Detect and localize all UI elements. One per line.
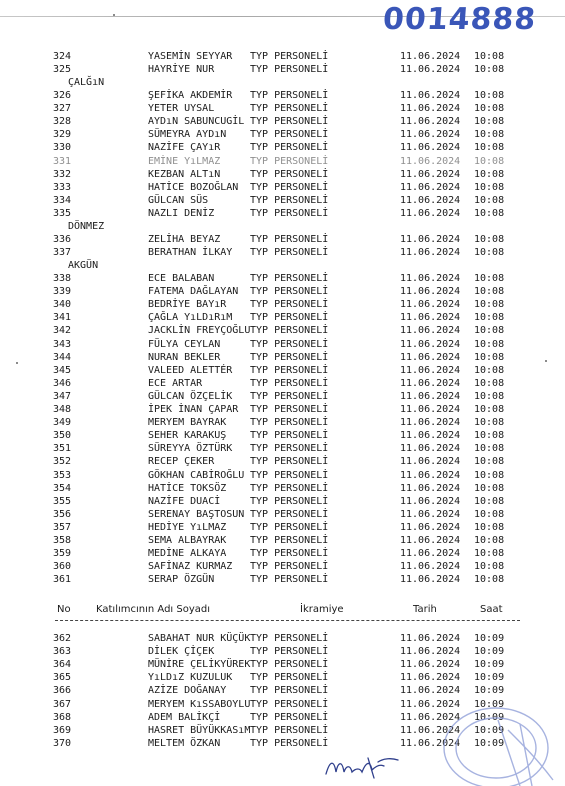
participant-name: SEHER KARAKUŞ <box>148 430 227 442</box>
bonus-type: TYP PERSONELİ <box>250 430 329 442</box>
participant-name: NAZLI DENİZ <box>148 207 215 219</box>
row-date: 11.06.2024 <box>400 724 461 736</box>
row-date: 11.06.2024 <box>400 90 461 101</box>
row-date: 11.06.2024 <box>400 561 461 573</box>
header-role: İkramiye <box>300 604 344 615</box>
row-date: 11.06.2024 <box>400 51 461 62</box>
row-time: 10:08 <box>474 116 505 128</box>
row-number: 331 <box>53 155 72 167</box>
row-number: 369 <box>53 724 72 736</box>
row-number: 350 <box>53 430 72 442</box>
bonus-type: TYP PERSONELİ <box>250 207 329 219</box>
bonus-type: TYP PERSONELİ <box>250 698 329 710</box>
row-time: 10:08 <box>474 129 505 141</box>
participant-name: İPEK İNAN ÇAPAR <box>148 404 239 415</box>
row-number: 328 <box>53 116 72 128</box>
row-date: 11.06.2024 <box>400 247 461 259</box>
bonus-type: TYP PERSONELİ <box>250 299 329 311</box>
bonus-type: TYP PERSONELİ <box>250 234 329 245</box>
row-time: 10:08 <box>474 90 505 101</box>
row-time: 10:08 <box>474 417 505 429</box>
row-time: 10:08 <box>474 456 505 468</box>
bonus-type: TYP PERSONELİ <box>250 456 329 468</box>
row-date: 11.06.2024 <box>400 351 461 363</box>
row-time: 10:08 <box>474 548 505 560</box>
row-time: 10:09 <box>474 698 505 710</box>
row-number: 343 <box>53 338 72 350</box>
row-number: 334 <box>53 194 72 206</box>
bonus-type: TYP PERSONELİ <box>250 482 329 494</box>
row-time: 10:08 <box>474 194 505 206</box>
row-number: 361 <box>53 574 72 586</box>
participant-name: KEZBAN ALTıN <box>148 168 221 180</box>
row-date: 11.06.2024 <box>400 286 461 298</box>
header-no: No <box>57 604 71 615</box>
row-number: 353 <box>53 469 72 481</box>
row-number: 335 <box>53 207 72 219</box>
row-time: 10:08 <box>474 168 505 180</box>
participant-name: JACKLİN FREYÇOĞLU <box>148 325 251 337</box>
row-number: 365 <box>53 672 72 684</box>
participant-name: SÜMEYRA AYDıN <box>148 129 227 141</box>
row-date: 11.06.2024 <box>400 469 461 481</box>
bonus-type: TYP PERSONELİ <box>250 325 329 337</box>
row-time: 10:08 <box>474 234 505 245</box>
bonus-type: TYP PERSONELİ <box>250 495 329 507</box>
group-label: ÇALĞıN <box>68 77 105 88</box>
participant-name: YıLDıZ KUZULUK <box>148 672 233 684</box>
participant-name: GÖKHAN CABİROĞLU <box>148 469 245 481</box>
row-time: 10:08 <box>474 325 505 337</box>
row-time: 10:08 <box>474 351 505 363</box>
row-date: 11.06.2024 <box>400 273 461 284</box>
row-number: 337 <box>53 247 72 259</box>
row-time: 10:08 <box>474 574 505 586</box>
bonus-type: TYP PERSONELİ <box>250 737 329 749</box>
participant-name: AYDıN SABUNCUGİL <box>148 116 245 128</box>
row-date: 11.06.2024 <box>400 364 461 376</box>
row-date: 11.06.2024 <box>400 390 461 402</box>
row-date: 11.06.2024 <box>400 456 461 468</box>
row-number: 340 <box>53 299 72 311</box>
row-date: 11.06.2024 <box>400 103 461 115</box>
document-number-stamp: 0014888 <box>381 2 538 37</box>
scan-speck <box>113 14 115 16</box>
bonus-type: TYP PERSONELİ <box>250 247 329 259</box>
row-number: 349 <box>53 417 72 429</box>
participant-name: SABAHAT NUR KÜÇÜK <box>148 633 251 644</box>
participant-name: AZİZE DOĞANAY <box>148 685 227 697</box>
row-date: 11.06.2024 <box>400 181 461 193</box>
row-date: 11.06.2024 <box>400 535 461 546</box>
row-date: 11.06.2024 <box>400 521 461 533</box>
row-time: 10:08 <box>474 508 505 520</box>
row-date: 11.06.2024 <box>400 325 461 337</box>
row-date: 11.06.2024 <box>400 417 461 429</box>
row-number: 351 <box>53 443 72 455</box>
row-time: 10:09 <box>474 646 505 658</box>
participant-name: SÜREYYA ÖZTÜRK <box>148 443 233 455</box>
row-time: 10:08 <box>474 64 505 76</box>
participant-name: HEDİYE YıLMAZ <box>148 521 227 533</box>
row-date: 11.06.2024 <box>400 633 461 644</box>
bonus-type: TYP PERSONELİ <box>250 377 329 389</box>
participant-name: MERYEM BAYRAK <box>148 417 227 429</box>
row-number: 360 <box>53 561 72 573</box>
participant-name: NURAN BEKLER <box>148 351 221 363</box>
bonus-type: TYP PERSONELİ <box>250 535 329 546</box>
participant-name: ŞEFİKA AKDEMİR <box>148 90 233 101</box>
row-number: 347 <box>53 390 72 402</box>
row-number: 336 <box>53 234 72 245</box>
row-number: 333 <box>53 181 72 193</box>
participant-name: MÜNİRE ÇELİKYÜREK <box>148 659 251 671</box>
group-label: AKGÜN <box>68 260 99 271</box>
bonus-type: TYP PERSONELİ <box>250 521 329 533</box>
bonus-type: TYP PERSONELİ <box>250 548 329 560</box>
participant-name: ECE BALABAN <box>148 273 215 284</box>
bonus-type: TYP PERSONELİ <box>250 194 329 206</box>
row-date: 11.06.2024 <box>400 711 461 723</box>
row-date: 11.06.2024 <box>400 312 461 324</box>
row-date: 11.06.2024 <box>400 430 461 442</box>
bonus-type: TYP PERSONELİ <box>250 142 329 154</box>
participant-name: SERENAY BAŞTOSUN <box>148 508 245 520</box>
participant-name: NAZİFE DUACİ <box>148 495 221 507</box>
row-date: 11.06.2024 <box>400 194 461 206</box>
header-time: Saat <box>480 604 503 615</box>
row-number: 367 <box>53 698 72 710</box>
participant-name: HASRET BÜYÜKKASıM <box>148 724 251 736</box>
bonus-type: TYP PERSONELİ <box>250 404 329 415</box>
bonus-type: TYP PERSONELİ <box>250 561 329 573</box>
header-dashed-rule <box>55 620 520 621</box>
row-time: 10:08 <box>474 561 505 573</box>
official-seal <box>428 690 558 786</box>
row-date: 11.06.2024 <box>400 168 461 180</box>
row-time: 10:08 <box>474 103 505 115</box>
row-number: 345 <box>53 364 72 376</box>
bonus-type: TYP PERSONELİ <box>250 469 329 481</box>
participant-name: HATİCE BOZOĞLAN <box>148 181 239 193</box>
participant-name: HAYRİYE NUR <box>148 64 215 76</box>
row-time: 10:08 <box>474 364 505 376</box>
scan-speck <box>16 362 18 364</box>
row-date: 11.06.2024 <box>400 548 461 560</box>
participant-name: SAFİNAZ KURMAZ <box>148 561 233 573</box>
bonus-type: TYP PERSONELİ <box>250 64 329 76</box>
participant-name: GÜLCAN ÖZÇELİK <box>148 390 233 402</box>
bonus-type: TYP PERSONELİ <box>250 168 329 180</box>
row-time: 10:08 <box>474 299 505 311</box>
bonus-type: TYP PERSONELİ <box>250 711 329 723</box>
row-date: 11.06.2024 <box>400 574 461 586</box>
bonus-type: TYP PERSONELİ <box>250 338 329 350</box>
row-time: 10:08 <box>474 482 505 494</box>
participant-name: BERATHAN İLKAY <box>148 247 233 259</box>
row-number: 357 <box>53 521 72 533</box>
bonus-type: TYP PERSONELİ <box>250 633 329 644</box>
row-time: 10:09 <box>474 737 505 749</box>
row-number: 362 <box>53 633 72 644</box>
bonus-type: TYP PERSONELİ <box>250 155 329 167</box>
row-number: 329 <box>53 129 72 141</box>
row-time: 10:08 <box>474 247 505 259</box>
participant-name: HATİCE TOKSÖZ <box>148 482 227 494</box>
row-number: 368 <box>53 711 72 723</box>
row-time: 10:08 <box>474 181 505 193</box>
row-number: 342 <box>53 325 72 337</box>
row-number: 358 <box>53 535 72 546</box>
row-date: 11.06.2024 <box>400 234 461 245</box>
row-number: 325 <box>53 64 72 76</box>
row-date: 11.06.2024 <box>400 659 461 671</box>
row-number: 327 <box>53 103 72 115</box>
participant-name: FÜLYA CEYLAN <box>148 338 221 350</box>
row-time: 10:08 <box>474 521 505 533</box>
row-date: 11.06.2024 <box>400 495 461 507</box>
bonus-type: TYP PERSONELİ <box>250 181 329 193</box>
table-header <box>0 604 565 618</box>
row-time: 10:08 <box>474 312 505 324</box>
row-date: 11.06.2024 <box>400 443 461 455</box>
row-number: 332 <box>53 168 72 180</box>
row-number: 352 <box>53 456 72 468</box>
bonus-type: TYP PERSONELİ <box>250 685 329 697</box>
row-number: 339 <box>53 286 72 298</box>
participant-name: ECE ARTAR <box>148 377 203 389</box>
participant-name: SEMA ALBAYRAK <box>148 535 227 546</box>
row-number: 364 <box>53 659 72 671</box>
bonus-type: TYP PERSONELİ <box>250 351 329 363</box>
row-date: 11.06.2024 <box>400 207 461 219</box>
row-time: 10:08 <box>474 535 505 546</box>
participant-name: RECEP ÇEKER <box>148 456 215 468</box>
row-time: 10:09 <box>474 659 505 671</box>
row-date: 11.06.2024 <box>400 685 461 697</box>
bonus-type: TYP PERSONELİ <box>250 672 329 684</box>
bonus-type: TYP PERSONELİ <box>250 103 329 115</box>
row-time: 10:09 <box>474 711 505 723</box>
bonus-type: TYP PERSONELİ <box>250 129 329 141</box>
row-number: 330 <box>53 142 72 154</box>
row-number: 366 <box>53 685 72 697</box>
participant-name: NAZİFE ÇAYıR <box>148 142 221 154</box>
row-number: 341 <box>53 312 72 324</box>
row-date: 11.06.2024 <box>400 672 461 684</box>
row-date: 11.06.2024 <box>400 129 461 141</box>
row-number: 356 <box>53 508 72 520</box>
bonus-type: TYP PERSONELİ <box>250 90 329 101</box>
row-date: 11.06.2024 <box>400 646 461 658</box>
bonus-type: TYP PERSONELİ <box>250 116 329 128</box>
participant-name: ZELİHA BEYAZ <box>148 234 221 245</box>
row-number: 354 <box>53 482 72 494</box>
participant-name: SERAP ÖZGÜN <box>148 574 215 586</box>
bonus-type: TYP PERSONELİ <box>250 724 329 736</box>
row-number: 344 <box>53 351 72 363</box>
bonus-type: TYP PERSONELİ <box>250 443 329 455</box>
row-number: 370 <box>53 737 72 749</box>
participant-name: YETER UYSAL <box>148 103 215 115</box>
bonus-type: TYP PERSONELİ <box>250 273 329 284</box>
row-time: 10:08 <box>474 377 505 389</box>
row-date: 11.06.2024 <box>400 377 461 389</box>
header-date: Tarih <box>413 604 437 615</box>
participant-name: MELTEM ÖZKAN <box>148 737 221 749</box>
row-time: 10:08 <box>474 155 505 167</box>
row-time: 10:09 <box>474 724 505 736</box>
row-time: 10:08 <box>474 404 505 415</box>
group-label: DÖNMEZ <box>68 221 105 232</box>
row-time: 10:08 <box>474 207 505 219</box>
row-date: 11.06.2024 <box>400 508 461 520</box>
row-number: 348 <box>53 404 72 415</box>
row-time: 10:08 <box>474 286 505 298</box>
row-date: 11.06.2024 <box>400 64 461 76</box>
row-time: 10:09 <box>474 685 505 697</box>
row-date: 11.06.2024 <box>400 142 461 154</box>
participant-name: ADEM BALİKÇİ <box>148 711 221 723</box>
participant-name: EMİNE YıLMAZ <box>148 155 221 167</box>
row-date: 11.06.2024 <box>400 737 461 749</box>
participant-name: DİLEK ÇİÇEK <box>148 646 215 658</box>
bonus-type: TYP PERSONELİ <box>250 51 329 62</box>
row-date: 11.06.2024 <box>400 404 461 415</box>
scan-speck <box>545 360 547 362</box>
participant-name: MERYEM KıSSABOYLU <box>148 698 251 710</box>
participant-name: MEDİNE ALKAYA <box>148 548 227 560</box>
bonus-type: TYP PERSONELİ <box>250 659 329 671</box>
participant-name: ÇAĞLA YıLDıRıM <box>148 312 233 324</box>
row-time: 10:08 <box>474 443 505 455</box>
participant-name: GÜLCAN SÜS <box>148 194 209 206</box>
bonus-type: TYP PERSONELİ <box>250 574 329 586</box>
row-time: 10:08 <box>474 273 505 284</box>
row-date: 11.06.2024 <box>400 482 461 494</box>
row-date: 11.06.2024 <box>400 698 461 710</box>
participant-name: VALEED ALETTÉR <box>148 364 233 376</box>
bonus-type: TYP PERSONELİ <box>250 364 329 376</box>
row-number: 359 <box>53 548 72 560</box>
row-number: 338 <box>53 273 72 284</box>
participant-name: BEDRİYE BAYıR <box>148 299 227 311</box>
bonus-type: TYP PERSONELİ <box>250 286 329 298</box>
row-date: 11.06.2024 <box>400 116 461 128</box>
row-number: 355 <box>53 495 72 507</box>
row-time: 10:08 <box>474 338 505 350</box>
bonus-type: TYP PERSONELİ <box>250 390 329 402</box>
row-time: 10:08 <box>474 430 505 442</box>
participant-name: FATEMA DAĞLAYAN <box>148 286 239 298</box>
handwritten-signature <box>322 752 402 782</box>
row-time: 10:08 <box>474 469 505 481</box>
row-time: 10:08 <box>474 142 505 154</box>
row-number: 326 <box>53 90 72 101</box>
row-number: 346 <box>53 377 72 389</box>
row-time: 10:09 <box>474 633 505 644</box>
bonus-type: TYP PERSONELİ <box>250 417 329 429</box>
row-date: 11.06.2024 <box>400 338 461 350</box>
row-time: 10:08 <box>474 51 505 62</box>
bonus-type: TYP PERSONELİ <box>250 646 329 658</box>
header-name: Katılımcının Adı Soyadı <box>96 604 211 615</box>
row-number: 324 <box>53 51 72 62</box>
row-time: 10:09 <box>474 672 505 684</box>
row-time: 10:08 <box>474 495 505 507</box>
row-date: 11.06.2024 <box>400 155 461 167</box>
row-time: 10:08 <box>474 390 505 402</box>
bonus-type: TYP PERSONELİ <box>250 508 329 520</box>
participant-name: YASEMİN SEYYAR <box>148 51 233 62</box>
row-date: 11.06.2024 <box>400 299 461 311</box>
row-number: 363 <box>53 646 72 658</box>
bonus-type: TYP PERSONELİ <box>250 312 329 324</box>
